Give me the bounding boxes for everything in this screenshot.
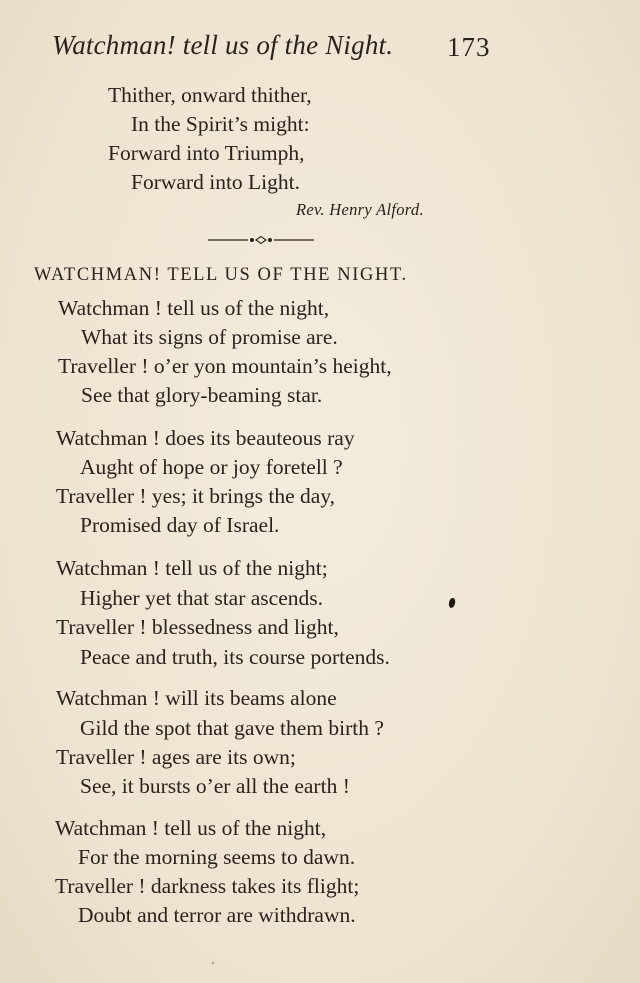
hymn-line: See that glory-beaming star. [81, 383, 323, 407]
previous-hymn-line: Forward into Light. [131, 170, 300, 194]
hymn-line: Watchman ! will its beams alone [56, 686, 337, 710]
hymn-line: Watchman ! does its beauteous ray [56, 426, 355, 450]
running-head-title: Watchman! tell us of the Night. [52, 30, 394, 60]
previous-hymn-line: Forward into Triumph, [108, 141, 305, 165]
hymn-line: For the morning seems to dawn. [78, 845, 356, 869]
hymn-line: Peace and truth, its course portends. [80, 645, 390, 669]
hymn-line: See, it bursts o’er all the earth ! [80, 774, 350, 798]
section-divider-ornament [208, 234, 314, 246]
page-number: 173 [447, 32, 491, 62]
hymn-line: Gild the spot that gave them birth ? [80, 716, 384, 740]
hymn-line: Traveller ! yes; it brings the day, [56, 484, 336, 508]
hymn-line: Traveller ! blessedness and light, [56, 615, 339, 639]
hymn-line: Traveller ! darkness takes its flight; [55, 874, 360, 898]
paper-speck [212, 962, 214, 964]
hymn-line: Watchman ! tell us of the night, [58, 296, 330, 320]
hymn-line: Watchman ! tell us of the night, [55, 816, 327, 840]
previous-hymn-line: Thither, onward thither, [108, 83, 312, 107]
hymn-heading: WATCHMAN! TELL US OF THE NIGHT. [34, 265, 408, 285]
hymn-line: What its signs of promise are. [81, 325, 338, 349]
hymn-line: Traveller ! ages are its own; [56, 745, 296, 769]
hymn-line: Doubt and terror are withdrawn. [78, 903, 356, 927]
author-attribution: Rev. Henry Alford. [296, 200, 424, 219]
hymn-line: Promised day of Israel. [80, 513, 280, 537]
hymn-line: Watchman ! tell us of the night; [56, 556, 328, 580]
ink-blot-mark [448, 597, 456, 608]
previous-hymn-line: In the Spirit’s might: [131, 112, 310, 136]
hymn-line: Higher yet that star ascends. [80, 586, 323, 610]
hymn-line: Traveller ! o’er yon mountain’s height, [58, 354, 392, 378]
hymn-line: Aught of hope or joy foretell ? [80, 455, 343, 479]
